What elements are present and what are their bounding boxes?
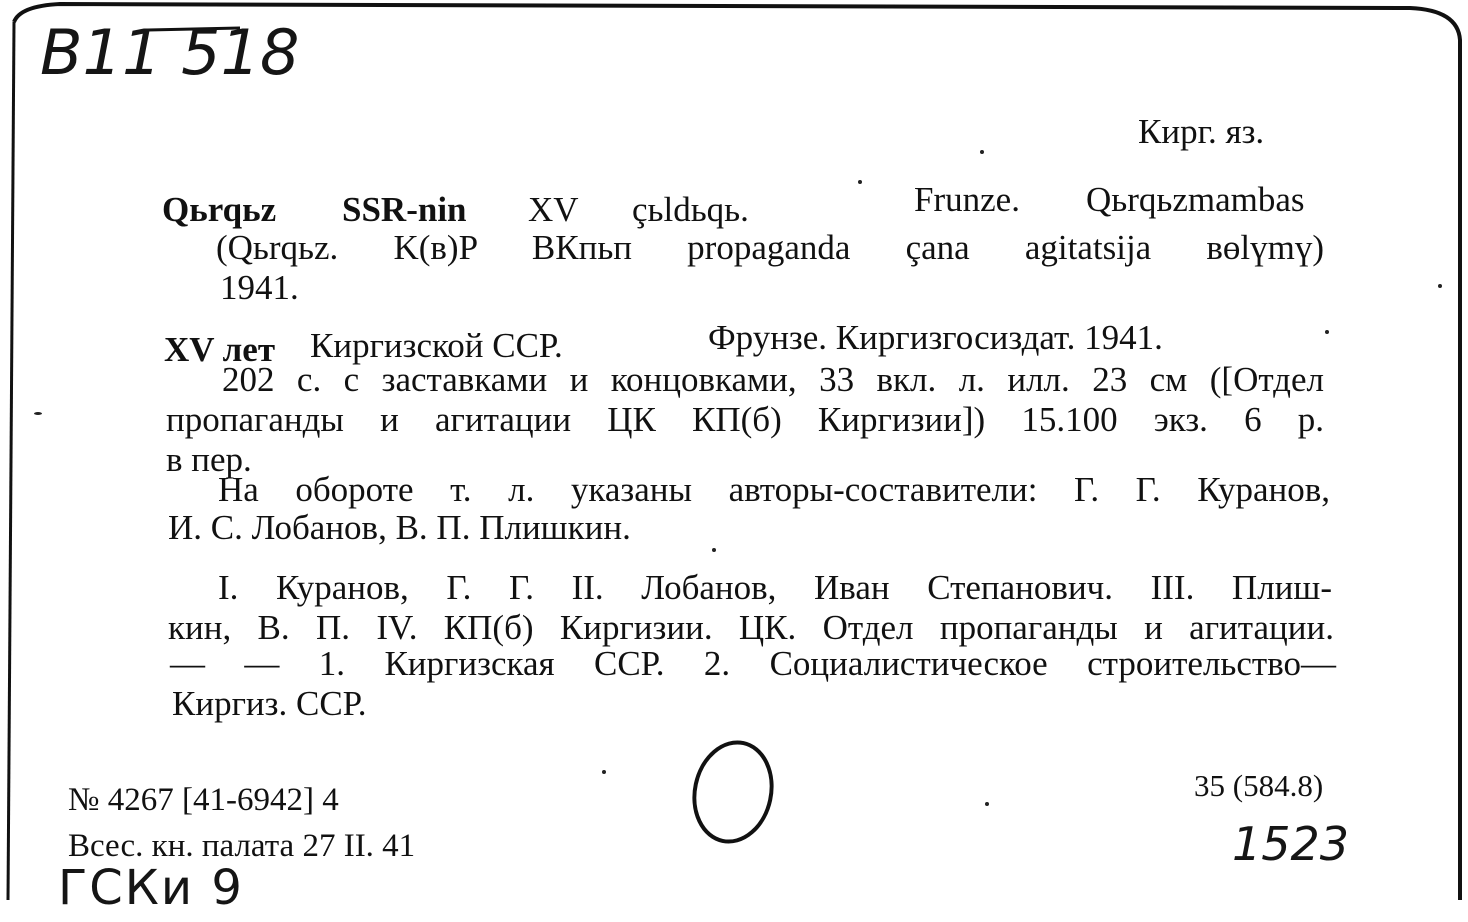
tracings-line-1: I. Куранов, Г. Г. II. Лобанов, Иван Степанович. III. Плиш-: [218, 568, 1332, 607]
scan-speck: [1325, 330, 1329, 334]
scan-speck: [602, 770, 606, 774]
kyrgyz-title-word4: çьldьqь.: [632, 190, 749, 229]
scan-speck: [1438, 284, 1442, 288]
entry-title-rest: Киргизской ССР.: [310, 326, 563, 365]
entry-description-1: 202 с. с заставками и концовками, 33 вкл. л. илл. 23 см ([Отдел: [222, 360, 1324, 399]
kyrgyz-title-word2: SSR-nin: [342, 190, 467, 229]
kyrgyz-title-word3: XV: [528, 190, 579, 229]
entry-note-2: И. С. Лобанов, В. П. Плишкин.: [168, 508, 631, 547]
kyrgyz-line2: (Qьrqьz. K(в)P ВКпьп propaganda çana agitatsija вөlүmү): [216, 228, 1324, 267]
kyrgyz-place: Frunze.: [914, 180, 1020, 219]
entry-note-1: На обороте т. л. указаны авторы-составители: Г. Г. Куранов,: [218, 470, 1330, 509]
scan-speck: [980, 150, 984, 154]
book-chamber-line: Всес. кн. палата 27 II. 41: [68, 828, 416, 864]
tracings-line-4: Киргиз. ССР.: [172, 684, 367, 723]
kyrgyz-publisher: Qьrqьzmambas: [1086, 180, 1305, 219]
scan-speck: [34, 412, 42, 415]
kyrgyz-year: 1941.: [220, 268, 299, 307]
scan-speck: [712, 548, 716, 552]
tracings-line-3: — — 1. Киргизская ССР. 2. Социалистическое строительство—: [170, 644, 1336, 683]
scan-speck: [858, 180, 862, 184]
scan-speck: [985, 802, 989, 806]
handwritten-number: 1523: [1232, 817, 1350, 871]
language-note: Кирг. яз.: [1138, 112, 1265, 151]
entry-description-3: в пер.: [166, 440, 252, 479]
card-number: № 4267 [41-6942] 4: [68, 782, 339, 818]
entry-title-bold: XV лет: [164, 330, 276, 369]
entry-description-2: пропаганды и агитации ЦК КП(б) Киргизии]) 15.100 экз. 6 р.: [166, 400, 1324, 439]
punch-hole: [685, 735, 780, 849]
handwritten-shelfmark: B11 518: [40, 16, 300, 89]
handwritten-code: ГСКи 9: [58, 860, 244, 916]
kyrgyz-title-word1: Qьrqьz: [162, 190, 277, 229]
classification-index: 35 (584.8): [1194, 768, 1324, 803]
entry-imprint: Фрунзе. Киргизгосиздат. 1941.: [708, 318, 1163, 357]
tracings-line-2: кин, В. П. IV. КП(б) Киргизии. ЦК. Отдел пропаганды и агитации.: [168, 608, 1334, 647]
